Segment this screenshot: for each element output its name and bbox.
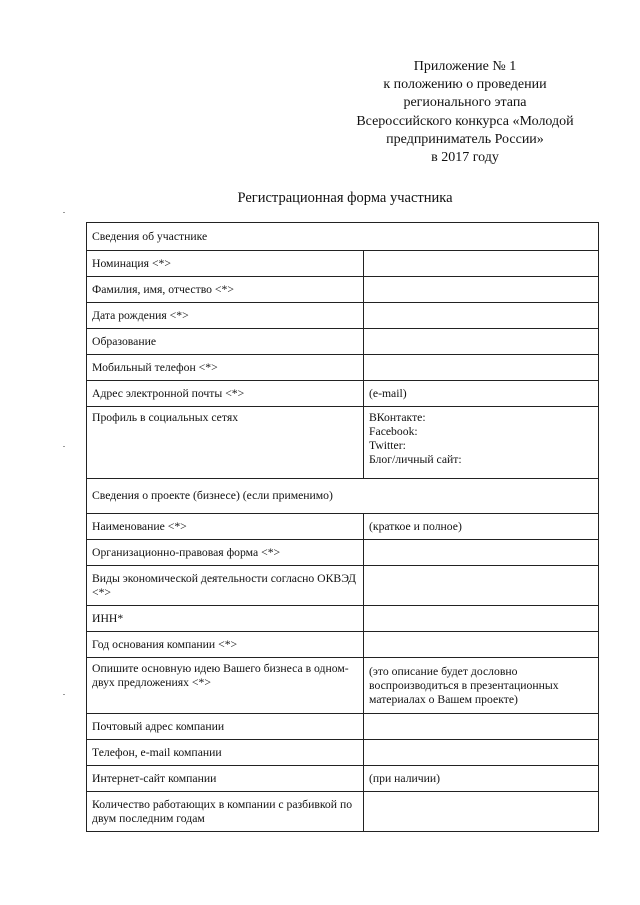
social-line: ВКонтакте: <box>369 411 426 424</box>
appendix-line: регионального этапа <box>403 95 527 111</box>
table-row <box>87 714 599 740</box>
table-row <box>87 632 599 658</box>
margin-mark <box>63 212 65 213</box>
table-row <box>87 355 599 381</box>
row-label: Почтовый адрес компании <box>87 714 364 740</box>
table-row <box>87 606 599 632</box>
value-cell-social-profiles[interactable] <box>364 407 599 479</box>
table-row <box>87 514 599 540</box>
registration-table <box>86 222 599 832</box>
row-label: Адрес электронной почты <*> <box>87 381 364 407</box>
row-label: Год основания компании <*> <box>87 632 364 658</box>
value-cell-business-idea[interactable]: (это описание будет дословно воспроизводиться в презентационных материалах о Вашем проекте) <box>364 658 599 714</box>
social-line: Twitter: <box>369 439 406 452</box>
value-cell-mobile-phone[interactable] <box>364 355 599 381</box>
table-row <box>87 740 599 766</box>
value-cell-full-name[interactable] <box>364 277 599 303</box>
row-label: ИНН* <box>87 606 364 632</box>
appendix-line: в 2017 году <box>431 150 499 166</box>
form-title: Регистрационная форма участника <box>237 190 453 206</box>
value-cell-education[interactable] <box>364 329 599 355</box>
value-cell-company-contacts[interactable] <box>364 740 599 766</box>
row-label: Количество работающих в компании с разбивкой по двум последним годам <box>87 792 364 832</box>
row-label: Организационно-правовая форма <*> <box>87 540 364 566</box>
table-row <box>87 329 599 355</box>
table-row <box>87 407 599 479</box>
value-cell-website[interactable]: (при наличии) <box>364 766 599 792</box>
row-label: Профиль в социальных сетях <box>87 407 364 479</box>
value-cell-nomination[interactable] <box>364 251 599 277</box>
table-row <box>87 766 599 792</box>
value-cell-email[interactable]: (e-mail) <box>364 381 599 407</box>
value-cell-okved[interactable] <box>364 566 599 606</box>
value-cell-founding-year[interactable] <box>364 632 599 658</box>
table-row <box>87 540 599 566</box>
value-cell-name[interactable]: (краткое и полное) <box>364 514 599 540</box>
table-row <box>87 381 599 407</box>
row-label: Мобильный телефон <*> <box>87 355 364 381</box>
section-heading-project: Сведения о проекте (бизнесе) (если применимо) <box>87 479 599 514</box>
appendix-line: Приложение № 1 <box>413 59 517 74</box>
table-row <box>87 303 599 329</box>
value-cell-postal-address[interactable] <box>364 714 599 740</box>
row-label: Наименование <*> <box>87 514 364 540</box>
section-heading-participant: Сведения об участнике <box>87 223 599 251</box>
table-row <box>87 251 599 277</box>
appendix-line: к положению о проведении <box>383 77 547 93</box>
row-label: Дата рождения <*> <box>87 303 364 329</box>
row-label: Фамилия, имя, отчество <*> <box>87 277 364 303</box>
appendix-header <box>340 58 590 167</box>
row-label: Телефон, e-mail компании <box>87 740 364 766</box>
margin-mark <box>63 446 65 447</box>
row-label: Интернет-сайт компании <box>87 766 364 792</box>
table-row <box>87 277 599 303</box>
value-cell-legal-form[interactable] <box>364 540 599 566</box>
row-label: Виды экономической деятельности согласно ОКВЭД <*> <box>87 566 364 606</box>
appendix-line: предприниматель России» <box>386 131 544 147</box>
value-cell-inn[interactable] <box>364 606 599 632</box>
value-cell-employees[interactable] <box>364 792 599 832</box>
row-label: Опишите основную идею Вашего бизнеса в одном-двух предложениях <*> <box>87 658 364 714</box>
social-line: Facebook: <box>369 425 418 438</box>
value-cell-birth-date[interactable] <box>364 303 599 329</box>
row-label: Образование <box>87 329 364 355</box>
margin-mark <box>63 694 65 695</box>
social-line: Блог/личный сайт: <box>369 453 462 466</box>
table-row <box>87 566 599 606</box>
table-row <box>87 792 599 832</box>
row-label: Номинация <*> <box>87 251 364 277</box>
table-row <box>87 658 599 714</box>
appendix-line: Всероссийского конкурса «Молодой <box>356 113 574 129</box>
